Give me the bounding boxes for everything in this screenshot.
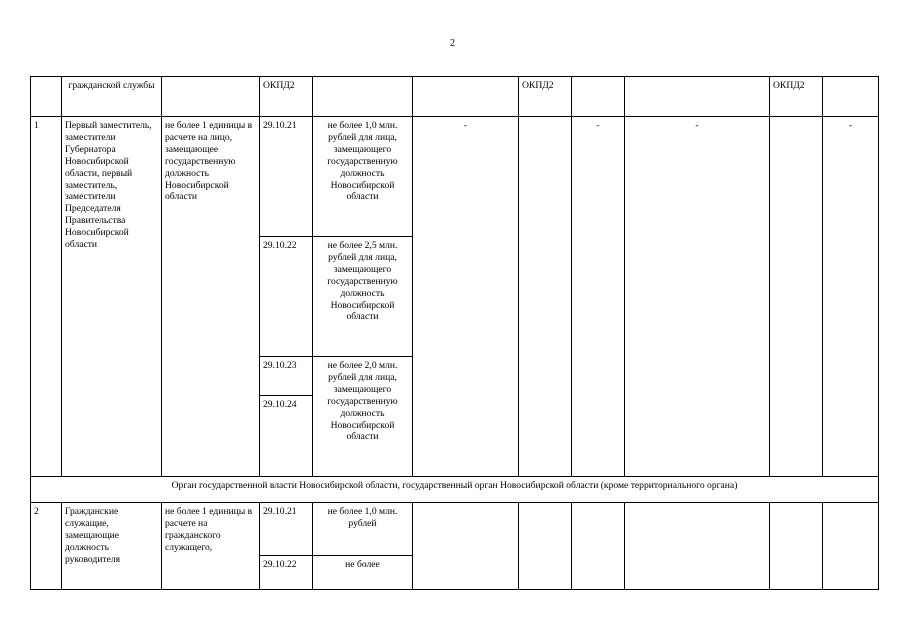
row-2a bbox=[31, 503, 879, 556]
row-2-empty-3 bbox=[572, 503, 625, 590]
row-2-position: Гражданские служащие, замещающие должность руководителя bbox=[62, 503, 162, 590]
row-2-empty-2 bbox=[519, 503, 572, 590]
row-2-empty-5 bbox=[770, 503, 823, 590]
header-price-cell bbox=[313, 77, 413, 117]
band-row bbox=[31, 477, 879, 503]
row-2-num: 2 bbox=[31, 503, 62, 590]
row-2-empty-4 bbox=[625, 503, 770, 590]
row-2-norm: не более 1 единицы в расчете на гражданского служащего, bbox=[162, 503, 260, 590]
header-okpd-1: ОКПД2 bbox=[260, 77, 313, 117]
row-1-code-d: 29.10.24 bbox=[260, 396, 313, 477]
row-1-price-b: не более 2,5 млн. рублей для лица, замещающего государственную должность Новосибирской области bbox=[313, 237, 413, 357]
header-empty-2 bbox=[572, 77, 625, 117]
row-1-empty-2 bbox=[770, 117, 823, 477]
row-1-norm: не более 1 единицы в расчете на лицо, замещающее государственную должность Новосибирской области bbox=[162, 117, 260, 477]
row-2-price-a: не более 1,0 млн. рублей bbox=[313, 503, 413, 556]
band-caption: Орган государственной власти Новосибирской области, государственный орган Новосибирской области (кроме территориального органа) bbox=[31, 477, 879, 503]
row-1-dash-1: - bbox=[413, 117, 519, 477]
row-1-dash-4: - bbox=[823, 117, 879, 477]
row-1-code-c: 29.10.23 bbox=[260, 357, 313, 396]
header-empty-4 bbox=[823, 77, 879, 117]
row-2-price-b: не более bbox=[313, 556, 413, 590]
header-num-cell bbox=[31, 77, 62, 117]
norms-table bbox=[30, 76, 879, 590]
row-1-price-cd: не более 2,0 млн. рублей для лица, замещающего государственную должность Новосибирской области bbox=[313, 357, 413, 477]
header-empty-3 bbox=[625, 77, 770, 117]
row-1-code-a: 29.10.21 bbox=[260, 117, 313, 237]
row-1-position: Первый заместитель, заместители Губернатора Новосибирской области, первый заместитель, заместители Председателя Правительства Новосибирской области bbox=[62, 117, 162, 477]
row-2-empty-6 bbox=[823, 503, 879, 590]
header-row bbox=[31, 77, 879, 117]
header-norm-cell bbox=[162, 77, 260, 117]
row-1-price-a: не более 1,0 млн. рублей для лица, замещающего государственную должность Новосибирской области bbox=[313, 117, 413, 237]
row-2-empty-1 bbox=[413, 503, 519, 590]
row-2-code-b: 29.10.22 bbox=[260, 556, 313, 590]
header-empty-1 bbox=[413, 77, 519, 117]
header-position-cell: гражданской службы bbox=[62, 77, 162, 117]
row-1-num: 1 bbox=[31, 117, 62, 477]
row-1-dash-2: - bbox=[572, 117, 625, 477]
row-1-code-b: 29.10.22 bbox=[260, 237, 313, 357]
row-2-code-a: 29.10.21 bbox=[260, 503, 313, 556]
row-1-empty-1 bbox=[519, 117, 572, 477]
page-number: 2 bbox=[450, 38, 455, 49]
row-1-dash-3: - bbox=[625, 117, 770, 477]
row-1a bbox=[31, 117, 879, 237]
header-okpd-2: ОКПД2 bbox=[519, 77, 572, 117]
header-okpd-3: ОКПД2 bbox=[770, 77, 823, 117]
